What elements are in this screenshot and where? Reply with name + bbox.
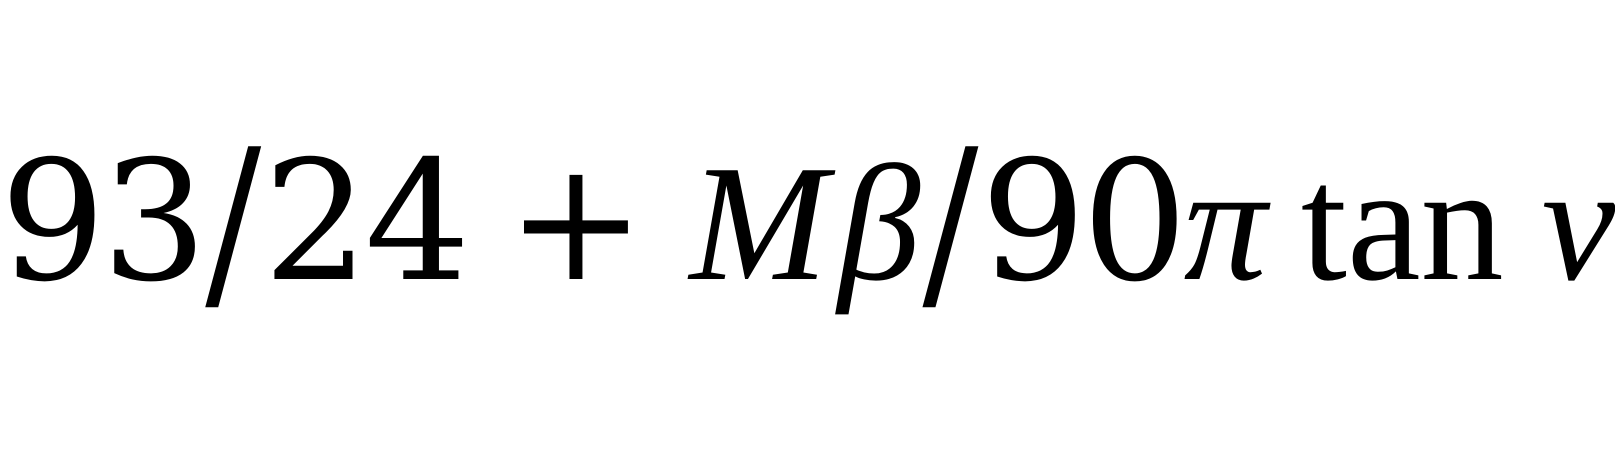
number-93: 93: [0, 126, 204, 319]
division-slash-2: /: [922, 108, 979, 337]
number-90: 90: [980, 126, 1184, 319]
variable-M: M: [689, 131, 828, 315]
math-expression: [0, 108, 1615, 337]
variable-beta: β: [837, 131, 921, 315]
plus-operator: +: [506, 126, 646, 319]
number-24: 24: [263, 126, 467, 319]
division-slash: /: [205, 108, 262, 337]
variable-pi: π: [1183, 131, 1267, 315]
variable-v: v: [1541, 131, 1615, 315]
function-tan: tan: [1300, 131, 1504, 315]
